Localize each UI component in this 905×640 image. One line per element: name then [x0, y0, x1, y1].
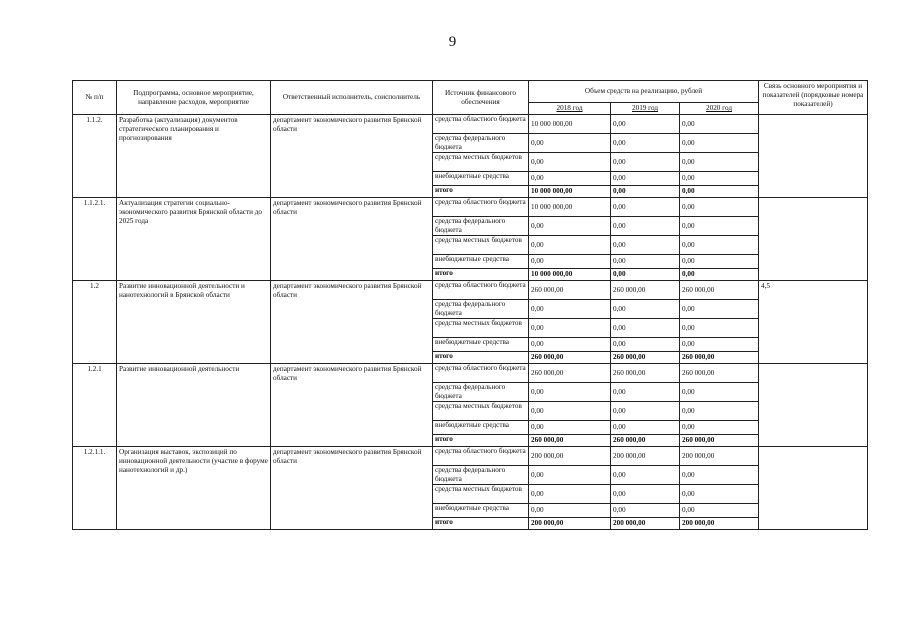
row-source: внебюджетные средства — [433, 255, 529, 269]
row-source: средства федерального бюджета — [433, 383, 529, 402]
value-2020: 0,00 — [680, 134, 759, 153]
row-number: 1.1.2. — [73, 115, 117, 198]
row-link: 4,5 — [759, 281, 868, 364]
value-2020: 0,00 — [680, 255, 759, 269]
row-source: внебюджетные средства — [433, 172, 529, 186]
value-2018: 10 000 000,00 — [529, 115, 611, 134]
value-2018: 0,00 — [529, 255, 611, 269]
header-executor: Ответственный исполнитель, соисполнитель — [271, 81, 433, 115]
value-2020: 200 000,00 — [680, 518, 759, 530]
value-2020: 260 000,00 — [680, 281, 759, 300]
value-2018: 0,00 — [529, 338, 611, 352]
value-2019: 0,00 — [611, 134, 680, 153]
value-2018: 10 000 000,00 — [529, 186, 611, 198]
value-2018: 0,00 — [529, 217, 611, 236]
row-source: внебюджетные средства — [433, 338, 529, 352]
value-2020: 0,00 — [680, 485, 759, 504]
row-source: итого — [433, 518, 529, 530]
value-2020: 260 000,00 — [680, 435, 759, 447]
header-num: № п/п — [73, 81, 117, 115]
value-2019: 260 000,00 — [611, 281, 680, 300]
row-link — [759, 364, 868, 447]
row-source: внебюджетные средства — [433, 421, 529, 435]
value-2020: 0,00 — [680, 198, 759, 217]
row-program: Разработка (актуализация) документов стратегического планирования и прогнозирования — [117, 115, 271, 198]
row-executor: департамент экономического развития Брянской области — [271, 364, 433, 447]
value-2020: 0,00 — [680, 115, 759, 134]
header-link: Связь основного мероприятия и показателей (порядковые номера показателей) — [759, 81, 868, 115]
value-2019: 260 000,00 — [611, 435, 680, 447]
value-2019: 0,00 — [611, 485, 680, 504]
budget-table — [72, 80, 868, 530]
value-2018: 0,00 — [529, 172, 611, 186]
row-source: средства областного бюджета — [433, 115, 529, 134]
value-2019: 0,00 — [611, 198, 680, 217]
value-2020: 0,00 — [680, 338, 759, 352]
value-2018: 0,00 — [529, 504, 611, 518]
value-2019: 0,00 — [611, 172, 680, 186]
row-executor: департамент экономического развития Брянской области — [271, 447, 433, 530]
value-2020: 0,00 — [680, 402, 759, 421]
value-2020: 0,00 — [680, 186, 759, 198]
value-2019: 0,00 — [611, 421, 680, 435]
value-2018: 0,00 — [529, 383, 611, 402]
value-2020: 0,00 — [680, 383, 759, 402]
value-2018: 0,00 — [529, 319, 611, 338]
value-2020: 260 000,00 — [680, 352, 759, 364]
value-2019: 200 000,00 — [611, 518, 680, 530]
row-program: Актуализация стратегии социально-экономического развития Брянской области до 2025 года — [117, 198, 271, 281]
value-2019: 0,00 — [611, 186, 680, 198]
row-source: средства федерального бюджета — [433, 217, 529, 236]
value-2018: 0,00 — [529, 153, 611, 172]
row-program: Организация выставок, экспозиций по инновационной деятельности (участие в форуме нанотехнологий и др.) — [117, 447, 271, 530]
value-2019: 0,00 — [611, 319, 680, 338]
value-2018: 200 000,00 — [529, 447, 611, 466]
value-2019: 0,00 — [611, 115, 680, 134]
value-2020: 0,00 — [680, 217, 759, 236]
row-source: средства местных бюджетов — [433, 402, 529, 421]
header-program: Подпрограмма, основное мероприятие, направление расходов, мероприятие — [117, 81, 271, 115]
row-source: средства областного бюджета — [433, 281, 529, 300]
value-2019: 0,00 — [611, 338, 680, 352]
table-row — [73, 364, 868, 383]
value-2020: 0,00 — [680, 300, 759, 319]
row-source: средства областного бюджета — [433, 364, 529, 383]
value-2020: 260 000,00 — [680, 364, 759, 383]
row-number: 1.2.1 — [73, 364, 117, 447]
row-program: Развитие инновационной деятельности — [117, 364, 271, 447]
row-source: средства областного бюджета — [433, 447, 529, 466]
value-2020: 0,00 — [680, 153, 759, 172]
header-2019: 2019 год — [611, 103, 680, 115]
value-2018: 260 000,00 — [529, 435, 611, 447]
row-number: 1.2 — [73, 281, 117, 364]
row-source: средства федерального бюджета — [433, 134, 529, 153]
value-2020: 0,00 — [680, 269, 759, 281]
value-2019: 0,00 — [611, 300, 680, 319]
value-2018: 0,00 — [529, 134, 611, 153]
header-source: Источник финансового обеспечения — [433, 81, 529, 115]
row-source: итого — [433, 269, 529, 281]
value-2019: 0,00 — [611, 504, 680, 518]
value-2018: 0,00 — [529, 485, 611, 504]
row-source: средства федерального бюджета — [433, 466, 529, 485]
value-2020: 0,00 — [680, 504, 759, 518]
table-row — [73, 198, 868, 217]
value-2018: 260 000,00 — [529, 364, 611, 383]
row-program: Развитие инновационной деятельности и нанотехнологий в Брянской области — [117, 281, 271, 364]
value-2020: 0,00 — [680, 172, 759, 186]
value-2019: 0,00 — [611, 269, 680, 281]
row-number: 1.1.2.1. — [73, 198, 117, 281]
row-number: 1.2.1.1. — [73, 447, 117, 530]
page-number: 9 — [448, 34, 457, 50]
row-executor: департамент экономического развития Брянской области — [271, 198, 433, 281]
table-row — [73, 115, 868, 134]
value-2019: 260 000,00 — [611, 364, 680, 383]
row-source: средства местных бюджетов — [433, 485, 529, 504]
row-source: средства местных бюджетов — [433, 153, 529, 172]
value-2019: 0,00 — [611, 383, 680, 402]
value-2018: 10 000 000,00 — [529, 269, 611, 281]
row-executor: департамент экономического развития Брянской области — [271, 115, 433, 198]
value-2019: 0,00 — [611, 402, 680, 421]
value-2018: 0,00 — [529, 402, 611, 421]
value-2020: 0,00 — [680, 236, 759, 255]
value-2019: 200 000,00 — [611, 447, 680, 466]
header-2020: 2020 год — [680, 103, 759, 115]
value-2019: 260 000,00 — [611, 352, 680, 364]
value-2018: 0,00 — [529, 466, 611, 485]
header-volume: Объем средств на реализацию, рублей — [529, 81, 759, 103]
table-body — [73, 115, 868, 530]
value-2018: 0,00 — [529, 300, 611, 319]
value-2020: 0,00 — [680, 421, 759, 435]
value-2018: 260 000,00 — [529, 352, 611, 364]
value-2019: 0,00 — [611, 236, 680, 255]
row-source: внебюджетные средства — [433, 504, 529, 518]
value-2018: 10 000 000,00 — [529, 198, 611, 217]
row-source: итого — [433, 435, 529, 447]
value-2018: 260 000,00 — [529, 281, 611, 300]
row-link — [759, 198, 868, 281]
row-source: итого — [433, 352, 529, 364]
value-2019: 0,00 — [611, 217, 680, 236]
row-link — [759, 447, 868, 530]
value-2020: 200 000,00 — [680, 447, 759, 466]
row-link — [759, 115, 868, 198]
value-2019: 0,00 — [611, 153, 680, 172]
value-2018: 0,00 — [529, 421, 611, 435]
header-2018: 2018 год — [529, 103, 611, 115]
value-2020: 0,00 — [680, 466, 759, 485]
value-2020: 0,00 — [680, 319, 759, 338]
table-row — [73, 447, 868, 466]
row-source: средства федерального бюджета — [433, 300, 529, 319]
row-source: средства областного бюджета — [433, 198, 529, 217]
value-2019: 0,00 — [611, 466, 680, 485]
table-row — [73, 281, 868, 300]
row-executor: департамент экономического развития Брянской области — [271, 281, 433, 364]
row-source: итого — [433, 186, 529, 198]
row-source: средства местных бюджетов — [433, 236, 529, 255]
value-2018: 0,00 — [529, 236, 611, 255]
value-2018: 200 000,00 — [529, 518, 611, 530]
value-2019: 0,00 — [611, 255, 680, 269]
row-source: средства местных бюджетов — [433, 319, 529, 338]
